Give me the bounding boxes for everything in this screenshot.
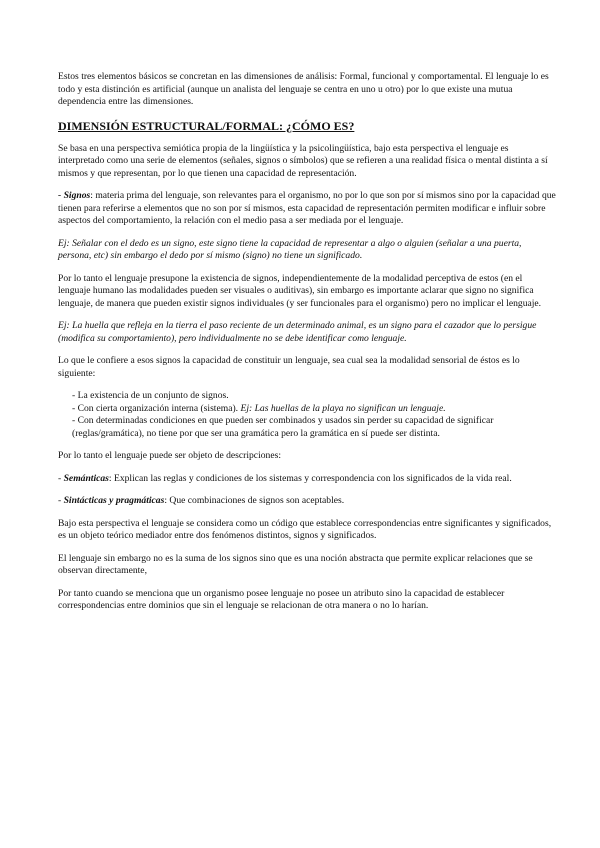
intro-paragraph: Estos tres elementos básicos se concretan en las dimensiones de análisis: Formal, funcional y comportamental. El lenguaje lo es todo y esta distinción es artificial (aunque un analista del lenguaje se centra en uno u otro) por lo que existe una mutua dependencia entre las dimensiones. xyxy=(58,71,549,107)
list-item: - Con determinadas condiciones en que pueden ser combinados y usados sin perder su capacidad de significar (reglas/gramática), no tiene por que ser una gramática pero la gramática en sí puede ser distinta. xyxy=(72,415,494,439)
semanticas-text: : Explican las reglas y condiciones de los sistemas y correspondencia con los significados de la vida real. xyxy=(108,472,512,484)
section-heading: DIMENSIÓN ESTRUCTURAL/FORMAL: ¿CÓMO ES? xyxy=(58,118,355,133)
sintacticas-text: : Que combinaciones de signos son aceptables. xyxy=(164,495,345,506)
paragraph-capacity: Por tanto cuando se menciona que un organismo posee lenguaje no posee un atributo sino la capacidad de establecer correspondencias entre dominios que sin el lenguaje se relacionan de otra manera o no lo harían. xyxy=(58,587,505,611)
paragraph-abstract: El lenguaje sin embargo no es la suma de los signos sino que es una noción abstracta que permite explicar relaciones que se observan directamente, xyxy=(58,552,533,576)
paragraph-semanticas: - Semánticas: Explican las reglas y condiciones de los sistemas y correspondencia con los significados de la vida real. xyxy=(58,472,512,484)
list-item: - La existencia de un conjunto de signos. xyxy=(72,390,229,401)
sintacticas-label: Sintácticas y pragmáticas xyxy=(63,495,165,506)
list-item-example: Ej: Las huellas de la playa no significan un lenguaje. xyxy=(240,402,446,414)
paragraph-presupone: Por lo tanto el lenguaje presupone la existencia de signos, independientemente de la modalidad perceptiva de estos (en el lenguaje humano las modalidades pueden ser visuales o auditivas), sin embargo es importante aclarar que signo no significa lenguaje, de manera que pueden existir signos individuales (y ser funcionales para el organismo) pero no implicar el lenguaje. xyxy=(58,272,542,309)
conditions-list xyxy=(58,390,556,440)
example-footprint: Ej: La huella que refleja en la tierra el paso reciente de un determinado animal, es un signo para el cazador que lo persigue (modifica su comportamiento), pero individualmente no se debe identificar como lenguaje. xyxy=(58,320,537,344)
paragraph-code: Bajo esta perspectiva el lenguaje se considera como un código que establece correspondencias entre significantes y significados, es un objeto teórico mediador entre dos fenómenos distintos, signos y significados. xyxy=(58,517,552,541)
list-item xyxy=(72,403,556,416)
semanticas-label: Semánticas xyxy=(63,472,109,484)
paragraph-semiotic: Se basa en una perspectiva semiótica propia de la lingüística y la psicolingüística, bajo esta perspectiva el lenguaje es interpretado como una serie de elementos (señales, signos o símbolos) que se refieren a una realidad física o mental distinta a sí mismos y que representan, por lo que tienen una capacidad de representación. xyxy=(58,142,548,179)
signos-label: - Signos xyxy=(58,190,91,201)
list-item-text: - Con cierta organización interna (sistema). xyxy=(72,402,241,414)
document-page xyxy=(58,71,556,623)
paragraph-conditions: Lo que le confiere a esos signos la capacidad de constituir un lenguaje, sea cual sea la modalidad sensorial de éstos es lo siguiente: xyxy=(58,355,520,379)
signos-text: : materia prima del lenguaje, son relevantes para el organismo, no por lo que son por sí mismos sino por la capacidad que tienen para referirse a elementos que no son por sí mismos, esta capacidad de representación permiten modificar e influir sobre aspectos del comportamiento, la relación con el medio pasa a ser mediada por el lenguaje. xyxy=(58,190,556,226)
example-finger: Ej: Señalar con el dedo es un signo, este signo tiene la capacidad de representar a algo o alguien (señalar a una puerta, persona, etc) sin embargo el dedo por sí mismo (signo) no tiene un significado. xyxy=(58,237,522,261)
paragraph-sintacticas: - Sintácticas y pragmáticas: Que combinaciones de signos son aceptables. xyxy=(58,495,345,506)
paragraph-descriptions: Por lo tanto el lenguaje puede ser objeto de descripciones: xyxy=(58,450,281,461)
paragraph-signos xyxy=(58,190,556,228)
